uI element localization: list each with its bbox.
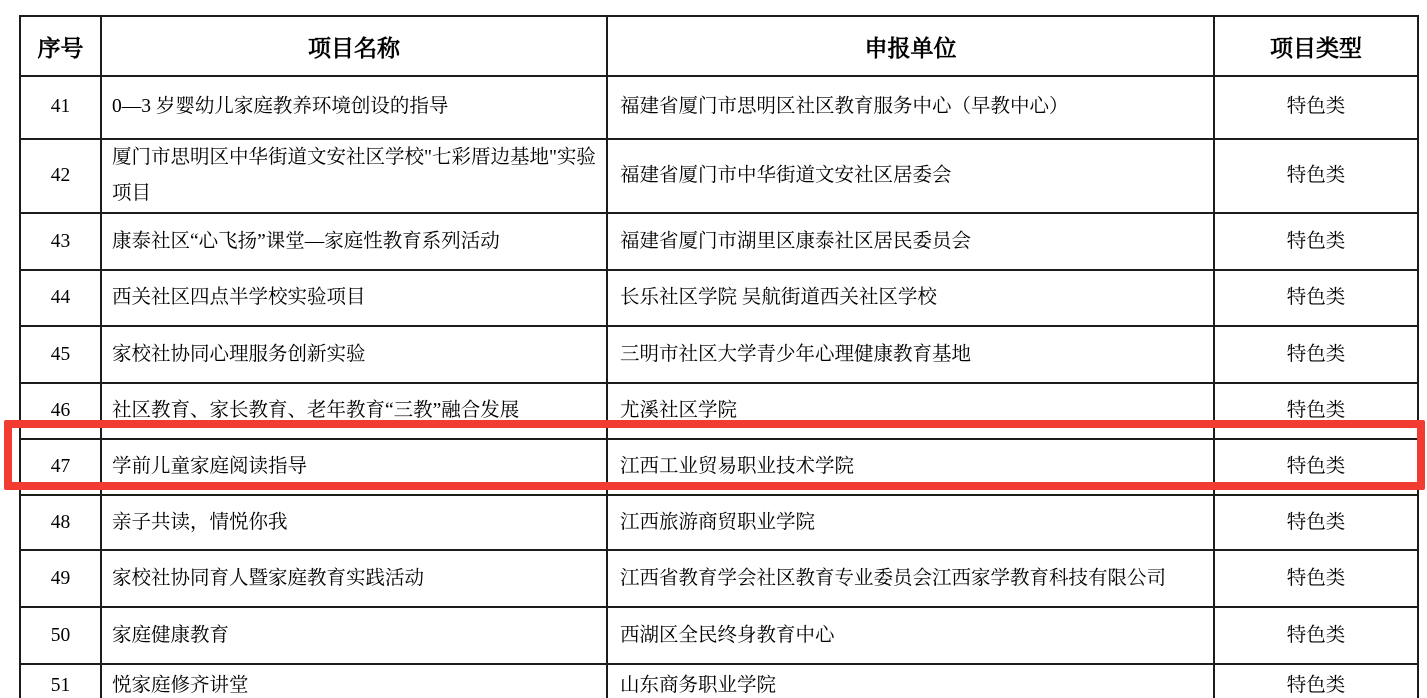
no-cell: 48 — [20, 495, 101, 550]
type-cell: 特色类 — [1214, 383, 1418, 439]
no-cell: 46 — [20, 383, 101, 439]
unit-cell: 福建省厦门市湖里区康泰社区居民委员会 — [607, 213, 1214, 270]
type-cell: 特色类 — [1214, 439, 1418, 495]
name-cell: 学前儿童家庭阅读指导 — [101, 439, 607, 495]
type-cell: 特色类 — [1214, 550, 1418, 607]
table-row-47 — [20, 439, 1418, 495]
column-header-no: 序号 — [20, 16, 101, 76]
name-cell: 康泰社区“心飞扬”课堂—家庭性教育系列活动 — [101, 213, 607, 270]
table-row-41 — [20, 76, 1418, 139]
name-cell: 家校社协同育人暨家庭教育实践活动 — [101, 550, 607, 607]
table-row-43 — [20, 213, 1418, 270]
type-cell: 特色类 — [1214, 270, 1418, 326]
type-cell: 特色类 — [1214, 326, 1418, 383]
type-cell: 特色类 — [1214, 213, 1418, 270]
name-cell: 悦家庭修齐讲堂 — [101, 664, 607, 698]
column-header-unit: 申报单位 — [607, 16, 1214, 76]
header-row — [20, 16, 1418, 76]
table-row-48 — [20, 495, 1418, 550]
unit-cell: 江西省教育学会社区教育专业委员会江西家学教育科技有限公司 — [607, 550, 1214, 607]
type-cell: 特色类 — [1214, 607, 1418, 664]
table-row-46 — [20, 383, 1418, 439]
unit-cell: 长乐社区学院 吴航街道西关社区学校 — [607, 270, 1214, 326]
no-cell: 41 — [20, 76, 101, 139]
unit-cell: 山东商务职业学院 — [607, 664, 1214, 698]
table-row-49 — [20, 550, 1418, 607]
column-header-name: 项目名称 — [101, 16, 607, 76]
table-row-44 — [20, 270, 1418, 326]
table-row-50 — [20, 607, 1418, 664]
name-cell: 厦门市思明区中华街道文安社区学校"七彩厝边基地"实验项目 — [101, 139, 607, 213]
type-cell: 特色类 — [1214, 664, 1418, 698]
unit-cell: 三明市社区大学青少年心理健康教育基地 — [607, 326, 1214, 383]
name-cell: 0—3 岁婴幼儿家庭教养环境创设的指导 — [101, 76, 607, 139]
no-cell: 43 — [20, 213, 101, 270]
unit-cell: 福建省厦门市中华街道文安社区居委会 — [607, 139, 1214, 213]
unit-cell: 福建省厦门市思明区社区教育服务中心（早教中心） — [607, 76, 1214, 139]
name-cell: 西关社区四点半学校实验项目 — [101, 270, 607, 326]
table-row-45 — [20, 326, 1418, 383]
name-cell: 家庭健康教育 — [101, 607, 607, 664]
table-row-42 — [20, 139, 1418, 213]
no-cell: 51 — [20, 664, 101, 698]
column-header-type: 项目类型 — [1214, 16, 1418, 76]
no-cell: 42 — [20, 139, 101, 213]
type-cell: 特色类 — [1214, 139, 1418, 213]
name-cell: 亲子共读，情悦你我 — [101, 495, 607, 550]
table-row-51 — [20, 664, 1418, 698]
no-cell: 50 — [20, 607, 101, 664]
unit-cell: 尤溪社区学院 — [607, 383, 1214, 439]
unit-cell: 江西旅游商贸职业学院 — [607, 495, 1214, 550]
no-cell: 47 — [20, 439, 101, 495]
unit-cell: 江西工业贸易职业技术学院 — [607, 439, 1214, 495]
no-cell: 44 — [20, 270, 101, 326]
projects-table — [19, 15, 1419, 698]
unit-cell: 西湖区全民终身教育中心 — [607, 607, 1214, 664]
name-cell: 社区教育、家长教育、老年教育“三教”融合发展 — [101, 383, 607, 439]
no-cell: 49 — [20, 550, 101, 607]
type-cell: 特色类 — [1214, 495, 1418, 550]
name-cell: 家校社协同心理服务创新实验 — [101, 326, 607, 383]
type-cell: 特色类 — [1214, 76, 1418, 139]
no-cell: 45 — [20, 326, 101, 383]
